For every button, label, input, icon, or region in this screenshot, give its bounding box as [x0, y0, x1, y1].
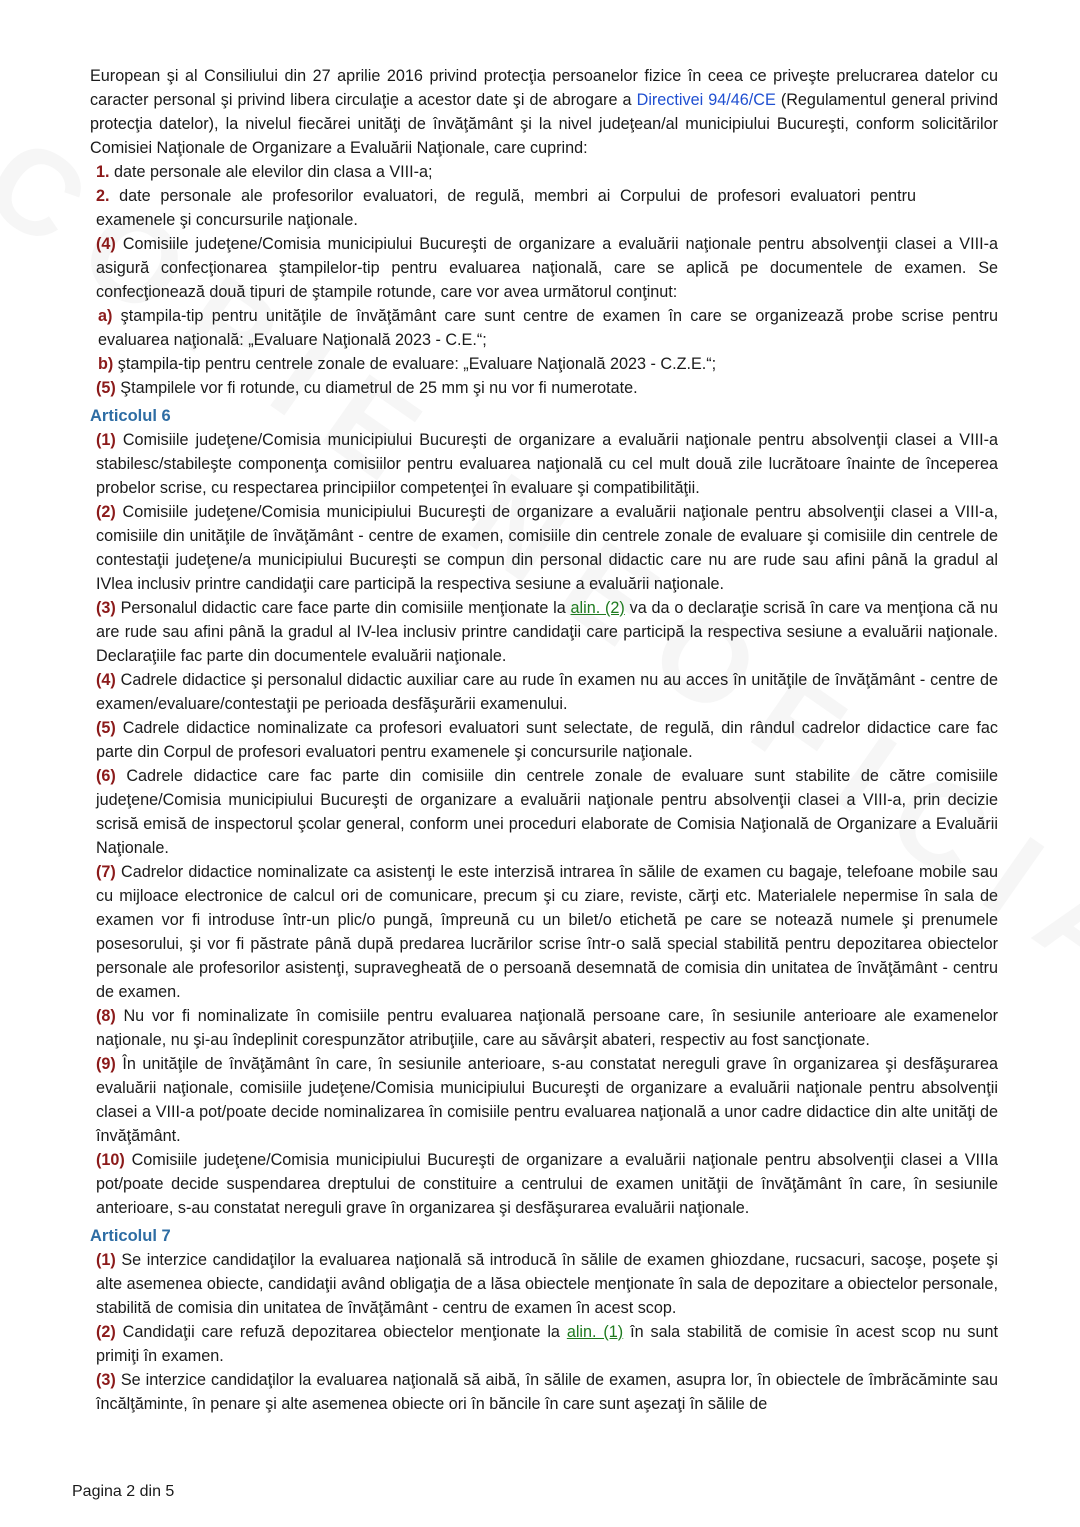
article-6-para-2: (2) Comisiile judeţene/Comisia municipiului Bucureşti de organizare a evaluării naţionale pentru absolvenţii clasei a VIII-a, comisiile din unităţile de învăţământ - centre de examen, comisiile din centrele zonale de evaluare şi comisiile din centrele de contestaţii judeţene/a municipiului Bucureşti se compun din personal didactic care nu are rude sau afini până la gradul al IVlea inclusiv printre candidaţii care participă la respectiva sesiune a evaluării naţionale.	[96, 503, 998, 593]
intro-item: 1. date personale ale elevilor din clasa a VIII-a;	[96, 163, 433, 181]
stamp-item-b: b) ştampila-tip pentru centrele zonale de evaluare: „Evaluare Naţională 2023 - C.Z.E.“;	[98, 355, 717, 373]
article-7-heading: Articolul 7	[90, 1227, 171, 1245]
item-number: 2.	[96, 187, 110, 205]
article-6-para-3: (3) Personalul didactic care face parte din comisiile menţionate la alin. (2) va da o declaraţie scrisă în care va menţiona că nu are rude sau afini până la gradul al IV-lea inclusiv printre candidaţii care participă la respectiva sesiune a evaluării naţionale. Declaraţiile fac parte din documentele evaluării naţionale.	[96, 599, 998, 665]
paragraph-5: (5) Ştampilele vor fi rotunde, cu diametrul de 25 mm şi nu vor fi numerotate.	[96, 379, 638, 397]
article-6-para-1: (1) Comisiile judeţene/Comisia municipiului Bucureşti de organizare a evaluării naţionale pentru absolvenţii clasei a VIII-a stabilesc/stabileşte componenţa comisiilor pentru evaluarea naţională cu cel mult două zile lucrătoare înainte de începerea probelor scrise, cu respectarea principiilor competenţei în evaluare şi compatibilităţii.	[96, 431, 998, 497]
article-6-heading: Articolul 6	[90, 407, 171, 425]
page-number: Pagina 2 din 5	[72, 1483, 175, 1500]
article-7-para-1: (1) Se interzice candidaţilor la evaluarea naţională să introducă în sălile de examen ghiozdane, rucsacuri, sacoşe, poşete şi alte asemenea obiecte, candidaţii având obligaţia de a lăsa obiectele menţionate în sala de depozitare a obiectelor personale, stabilită de comisia din unitatea de învăţământ - centru de examen în acest scop.	[96, 1251, 998, 1317]
article-6-para-10: (10) Comisiile judeţene/Comisia municipiului Bucureşti de organizare a evaluării naţionale pentru absolvenţii clasei a VIIIa pot/poate decide suspendarea dreptului de constituire a centrului de examen unităţii de învăţământ în care, în sesiunile anterioare, s-au constatat nereguli grave în organizarea şi desfăşurarea evaluării naţionale.	[96, 1151, 998, 1217]
article-6-para-6: (6) Cadrele didactice care fac parte din comisiile din centrele zonale de evaluare sunt stabilite de către comisiile judeţene/Comisia municipiului Bucureşti de organizare a evaluării naţionale pentru absolvenţii clasei a VIII-a, prin decizie scrisă emisă de inspectorul şcolar general, conform unei proceduri elaborate de Comisia Naţională de Organizare a Evaluării Naţionale.	[96, 767, 998, 857]
article-6-para-9: (9) În unităţile de învăţământ în care, în sesiunile anterioare, s-au constatat nereguli grave în organizarea şi desfăşurarea evaluării naţionale, comisiile judeţene/Comisia municipiului Bucureşti de organizare a evaluării naţionale pentru absolvenţii clasei a VIII-a pot/poate decide nominalizarea în comisiile pentru evaluarea naţională a unor cadre didactice din alte unităţi de învăţământ.	[96, 1055, 998, 1145]
stamp-item-a: a) ştampila-tip pentru unităţile de învăţământ care sunt centre de examen în care se organizează probe scrise pentru evaluarea naţională: „Evaluare Naţională 2023 - C.E.“;	[98, 307, 998, 349]
document-content	[90, 64, 998, 1416]
alin-1-link[interactable]: alin. (1)	[566, 1323, 624, 1341]
article-6-para-8: (8) Nu vor fi nominalizate în comisiile pentru evaluarea naţională persoane care, în sesiunile anterioare ale examenelor naţionale, nu şi-au îndeplinit corespunzător atribuţiile, care au săvârşit abateri, respectiv au fost sancţionate.	[96, 1007, 998, 1049]
directive-link[interactable]: Directivei 94/46/CE	[636, 91, 776, 109]
intro-paragraph: European şi al Consiliului din 27 aprilie 2016 privind protecţia persoanelor fizice în ceea ce priveşte prelucrarea datelor cu caracter personal şi privind libera circulaţie a acestor date şi de abrogare a Directivei 94/46/CE (Regulamentul general privind protecţia datelor), la nivelul fiecărei unităţi de învăţământ şi la nivel judeţean/al municipiului Bucureşti, conform solicitărilor Comisiei Naţionale de Organizare a Evaluării Naţionale, care cuprind:	[90, 67, 998, 157]
article-6-para-7: (7) Cadrelor didactice nominalizate ca asistenţi le este interzisă intrarea în sălile de examen cu bagaje, telefoane mobile sau cu mijloace electronice de calcul ori de comunicare, precum şi cu ziare, reviste, cărţi etc. Materialele nepermise în sala de examen vor fi introduse într-un plic/o pungă, împreună cu un bilet/o etichetă pe care se notează numele şi prenumele posesorului, şi vor fi păstrate până după predarea lucrărilor scrise într-o sală special stabilită pentru depozitarea obiectelor personale ale profesorilor asistenţi, supravegheată de o persoană desemnată de comisia din unitatea de învăţământ - centru de examen.	[96, 863, 998, 1001]
alin-2-link[interactable]: alin. (2)	[570, 599, 625, 617]
paragraph-4: (4) Comisiile judeţene/Comisia municipiului Bucureşti de organizare a evaluării naţionale pentru absolvenţii clasei a VIII-a asigură confecţionarea ştampilelor-tip pentru evaluarea naţională, care se aplică pe documentele de examen. Se confecţionează două tipuri de ştampile rotunde, care vor avea următorul conţinut:	[96, 235, 998, 301]
item-number: 1.	[96, 163, 110, 181]
intro-item: 2. date personale ale profesorilor evaluatori, de regulă, membri ai Corpului de profesori evaluatori pentru examenele şi concursurile naţionale.	[96, 187, 916, 229]
article-7-para-3: (3) Se interzice candidaţilor la evaluarea naţională să aibă, în sălile de examen, asupra lor, în obiectele de îmbrăcăminte sau încălţăminte, în penare şi alte asemenea obiecte ori în băncile în care sunt aşezaţi în sălile de	[96, 1371, 998, 1413]
article-7-para-2: (2) Candidaţii care refuză depozitarea obiectelor menţionate la alin. (1) în sala stabilită de comisie în acest scop nu sunt primiţi în examen.	[96, 1323, 998, 1365]
article-6-para-5: (5) Cadrele didactice nominalizate ca profesori evaluatori sunt selectate, de regulă, din rândul cadrelor didactice care fac parte din Corpul de profesori evaluatori pentru examenele şi concursurile naţionale.	[96, 719, 998, 761]
article-6-para-4: (4) Cadrele didactice şi personalul didactic auxiliar care au rude în examen nu au acces în unităţile de învăţământ - centre de examen/evaluare/contestaţii pe perioada desfăşurării examenului.	[96, 671, 998, 713]
